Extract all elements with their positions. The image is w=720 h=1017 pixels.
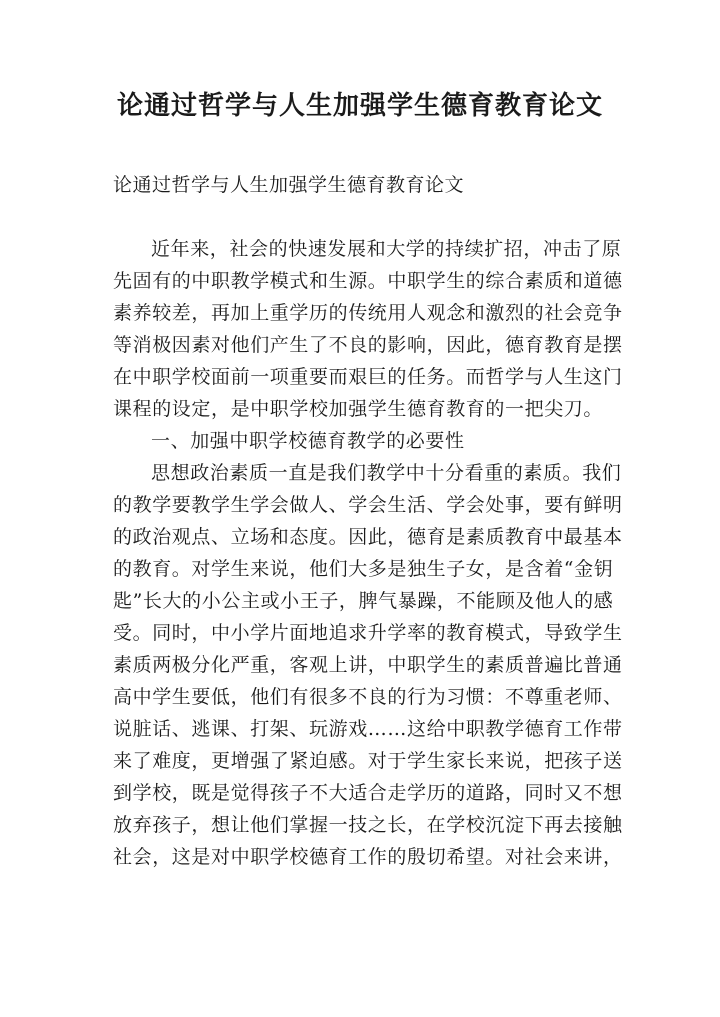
page-title: 论通过哲学与人生加强学生德育教育论文 bbox=[116, 91, 603, 121]
text-line: 近年来，社会的快速发展和大学的持续扩招，冲击了原 bbox=[151, 238, 622, 260]
text-line: 的政治观点、立场和态度。因此，德育是素质教育中最基本 bbox=[113, 526, 623, 548]
text-line: 素养较差，再加上重学历的传统用人观念和激烈的社会竞争 bbox=[113, 302, 623, 324]
text-line: 社会，这是对中职学校德育工作的殷切希望。对社会来讲， bbox=[113, 846, 623, 868]
text-line: 课程的设定，是中职学校加强学生德育教育的一把尖刀。 bbox=[113, 398, 604, 420]
text-line: 等消极因素对他们产生了不良的影响，因此，德育教育是摆 bbox=[113, 334, 623, 356]
text-line: 先固有的中职教学模式和生源。中职学生的综合素质和道德 bbox=[113, 270, 623, 292]
text-line: 说脏话、逃课、打架、玩游戏……这给中职教学德育工作带 bbox=[113, 718, 623, 740]
text-line: 匙”长大的小公主或小王子，脾气暴躁，不能顾及他人的感 bbox=[113, 590, 614, 612]
text-line: 受。同时，中小学片面地追求升学率的教育模式，导致学生 bbox=[113, 622, 623, 644]
document-subtitle: 论通过哲学与人生加强学生德育教育论文 bbox=[113, 174, 465, 196]
text-line: 来了难度，更增强了紧迫感。对于学生家长来说，把孩子送 bbox=[113, 750, 623, 772]
text-line: 在中职学校面前一项重要而艰巨的任务。而哲学与人生这门 bbox=[113, 366, 623, 388]
text-line: 思想政治素质一直是我们教学中十分看重的素质。我们 bbox=[151, 462, 622, 484]
text-line: 素质两极分化严重，客观上讲，中职学生的素质普遍比普通 bbox=[113, 654, 623, 676]
text-line: 的教学要教学生学会做人、学会生活、学会处事，要有鲜明 bbox=[113, 494, 623, 516]
text-line: 到学校，既是觉得孩子不大适合走学历的道路，同时又不想 bbox=[113, 782, 623, 804]
text-line: 放弃孩子，想让他们掌握一技之长，在学校沉淀下再去接触 bbox=[113, 814, 623, 836]
section-heading: 一、加强中职学校德育教学的必要性 bbox=[151, 430, 465, 452]
text-line: 的教育。对学生来说，他们大多是独生子女，是含着“金钥 bbox=[113, 558, 614, 580]
text-line: 高中学生要低，他们有很多不良的行为习惯：不尊重老师、 bbox=[113, 686, 623, 708]
